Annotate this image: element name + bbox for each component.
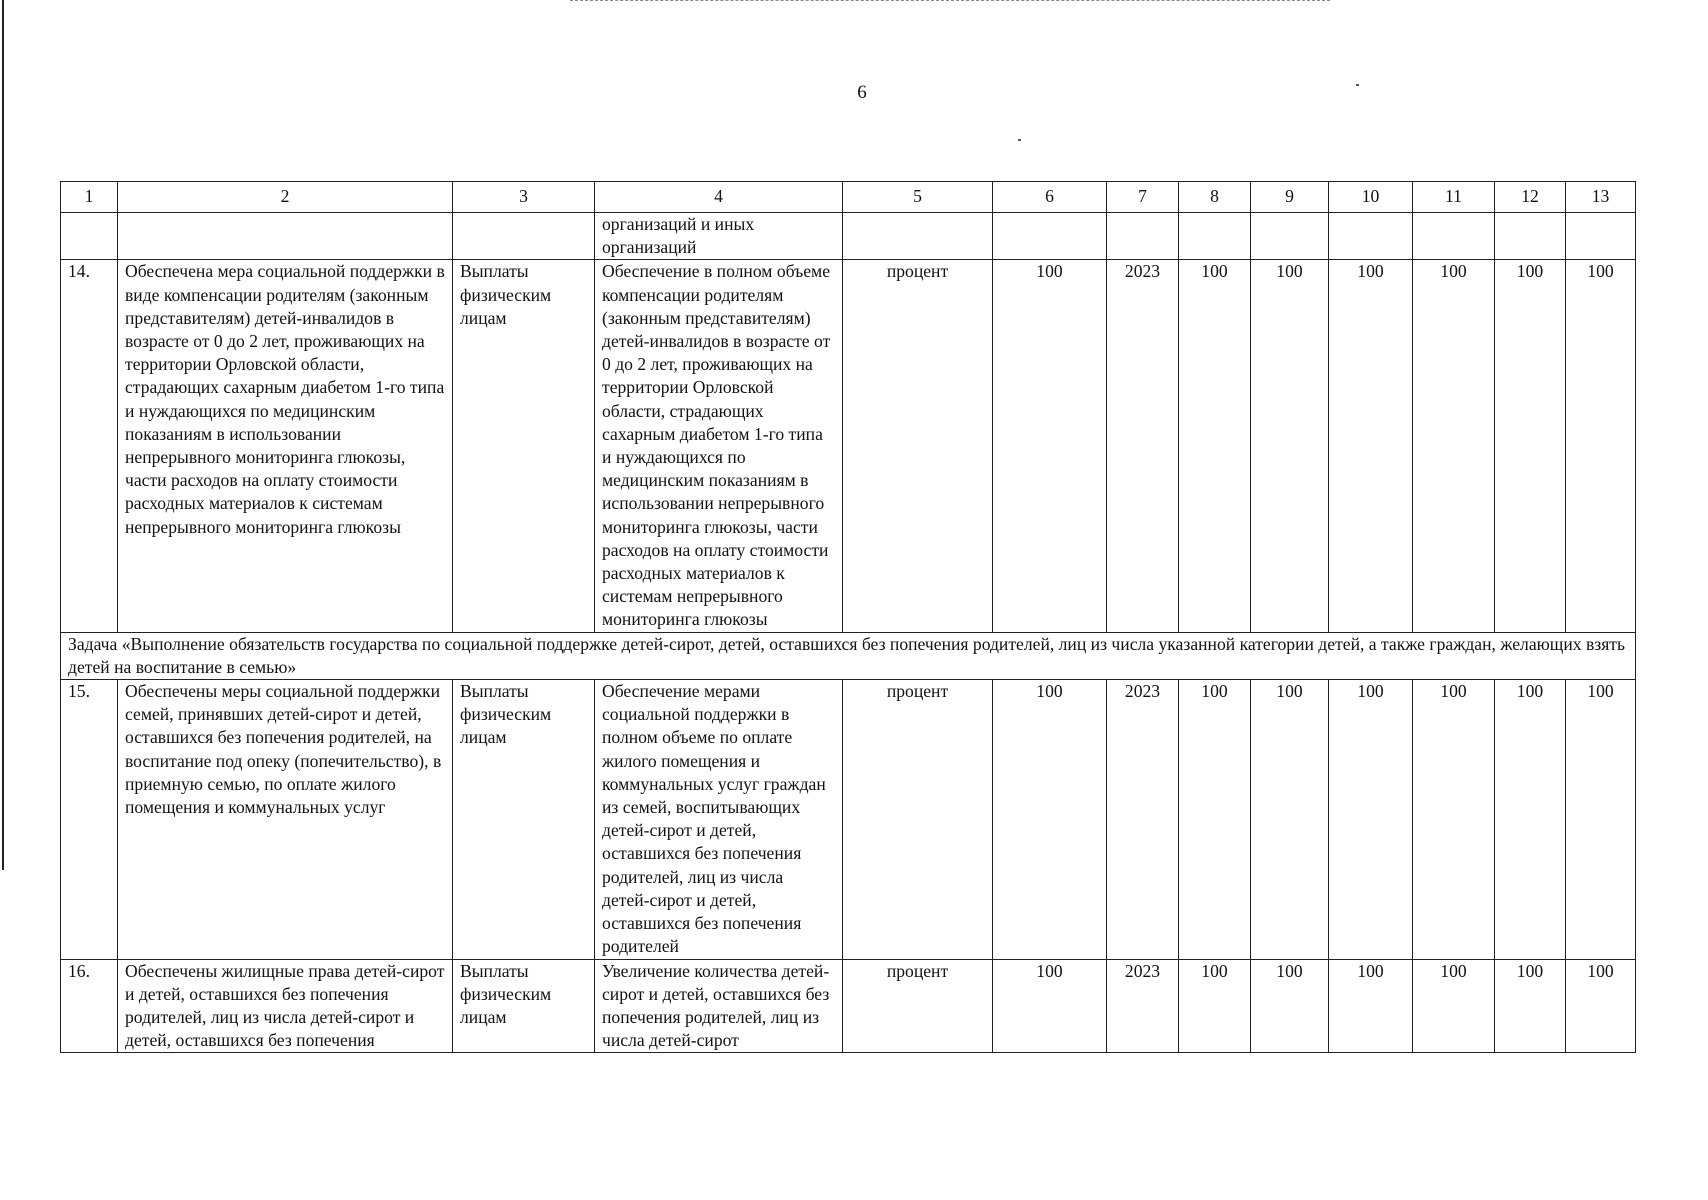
empty-cell — [1495, 213, 1566, 260]
value-cell: 100 — [1329, 959, 1413, 1053]
base-value-cell: 100 — [993, 680, 1107, 959]
row-number: 15. — [61, 680, 118, 959]
characteristic-cell: Обеспечение в полном объеме компенсации родителям (законным представителям) детей-инвалидов в возрасте от 0 до 2 лет, проживающих на территории Орловской области, страдающих сахарным диабетом 1-го типа и нуждающихся по медицинским показаниям в использовании непрерывного мониторинга глюкозы, части расходов на оплату стоимости расходных материалов к системам непрерывного мониторинга глюкозы — [595, 260, 843, 632]
unit-cell: процент — [843, 680, 993, 959]
type-cell: Выплаты физическим лицам — [453, 260, 595, 632]
task-row — [61, 632, 1636, 679]
column-header: 10 — [1329, 182, 1413, 213]
table-row-16 — [61, 959, 1636, 1053]
column-header: 11 — [1413, 182, 1495, 213]
page-number: 6 — [857, 82, 867, 103]
base-year-cell: 2023 — [1107, 680, 1179, 959]
top-scan-marks — [570, 0, 1330, 5]
column-header: 1 — [61, 182, 118, 213]
column-header: 12 — [1495, 182, 1566, 213]
empty-cell — [1566, 213, 1636, 260]
column-header: 13 — [1566, 182, 1636, 213]
table-row-15 — [61, 680, 1636, 959]
value-cell: 100 — [1413, 959, 1495, 1053]
base-year-cell: 2023 — [1107, 260, 1179, 632]
value-cell: 100 — [1179, 680, 1251, 959]
empty-cell — [843, 213, 993, 260]
empty-cell — [1251, 213, 1329, 260]
empty-cell — [1179, 213, 1251, 260]
base-value-cell: 100 — [993, 260, 1107, 632]
row-number: 14. — [61, 260, 118, 632]
table-row-14 — [61, 260, 1636, 632]
column-header: 5 — [843, 182, 993, 213]
base-value-cell: 100 — [993, 959, 1107, 1053]
unit-cell: процент — [843, 959, 993, 1053]
column-header: 8 — [1179, 182, 1251, 213]
value-cell: 100 — [1179, 959, 1251, 1053]
value-cell: 100 — [1413, 260, 1495, 632]
scan-speck — [1356, 84, 1359, 86]
empty-cell — [453, 213, 595, 260]
value-cell: 100 — [1566, 680, 1636, 959]
unit-cell: процент — [843, 260, 993, 632]
characteristic-cell: Обеспечение мерами социальной поддержки в полном объеме по оплате жилого помещения и коммунальных услуг граждан из семей, воспитывающих детей-сирот и детей, оставшихся без попечения родителей, лиц из числа детей-сирот и детей, оставшихся без попечения родителей — [595, 680, 843, 959]
value-cell: 100 — [1566, 260, 1636, 632]
value-cell: 100 — [1495, 260, 1566, 632]
column-header: 6 — [993, 182, 1107, 213]
value-cell: 100 — [1251, 260, 1329, 632]
type-cell: Выплаты физическим лицам — [453, 680, 595, 959]
empty-cell — [118, 213, 453, 260]
continuation-row — [61, 213, 1636, 260]
result-cell: Обеспечены меры социальной поддержки семей, принявших детей-сирот и детей, оставшихся без попечения родителей, на воспитание под опеку (попечительство), в приемную семью, по оплате жилого помещения и коммунальных услуг — [118, 680, 453, 959]
column-header: 7 — [1107, 182, 1179, 213]
value-cell: 100 — [1495, 959, 1566, 1053]
task-heading: Задача «Выполнение обязательств государства по социальной поддержке детей-сирот, детей, оставшихся без попечения родителей, лиц из числа указанной категории детей, а также граждан, желающих взять детей на воспитание в семью» — [61, 632, 1636, 679]
result-cell: Обеспечена мера социальной поддержки в виде компенсации родителям (законным представителям) детей-инвалидов в возрасте от 0 до 2 лет, проживающих на территории Орловской области, страдающих сахарным диабетом 1-го типа и нуждающихся по медицинским показаниям в использовании непрерывного мониторинга глюкозы, части расходов на оплату стоимости расходных материалов к системам непрерывного мониторинга глюкозы — [118, 260, 453, 632]
value-cell: 100 — [1329, 260, 1413, 632]
column-header: 3 — [453, 182, 595, 213]
base-year-cell: 2023 — [1107, 959, 1179, 1053]
empty-cell — [1329, 213, 1413, 260]
column-header: 4 — [595, 182, 843, 213]
value-cell: 100 — [1329, 680, 1413, 959]
result-cell: Обеспечены жилищные права детей-сирот и детей, оставшихся без попечения родителей, лиц из числа детей-сирот и детей, оставшихся без попечения — [118, 959, 453, 1053]
empty-cell — [993, 213, 1107, 260]
value-cell: 100 — [1495, 680, 1566, 959]
value-cell: 100 — [1251, 680, 1329, 959]
empty-cell — [1107, 213, 1179, 260]
value-cell: 100 — [1413, 680, 1495, 959]
page-left-edge-line — [2, 0, 4, 870]
value-cell: 100 — [1566, 959, 1636, 1053]
characteristic-cell: Увеличение количества детей-сирот и детей, оставшихся без попечения родителей, лиц из числа детей-сирот — [595, 959, 843, 1053]
scan-speck — [1018, 139, 1021, 141]
characteristic-cell: организаций и иных организаций — [595, 213, 843, 260]
value-cell: 100 — [1179, 260, 1251, 632]
column-header: 9 — [1251, 182, 1329, 213]
value-cell: 100 — [1251, 959, 1329, 1053]
column-number-row — [61, 182, 1636, 213]
column-header: 2 — [118, 182, 453, 213]
empty-cell — [61, 213, 118, 260]
empty-cell — [1413, 213, 1495, 260]
indicators-table — [60, 181, 1636, 1053]
row-number: 16. — [61, 959, 118, 1053]
type-cell: Выплаты физическим лицам — [453, 959, 595, 1053]
